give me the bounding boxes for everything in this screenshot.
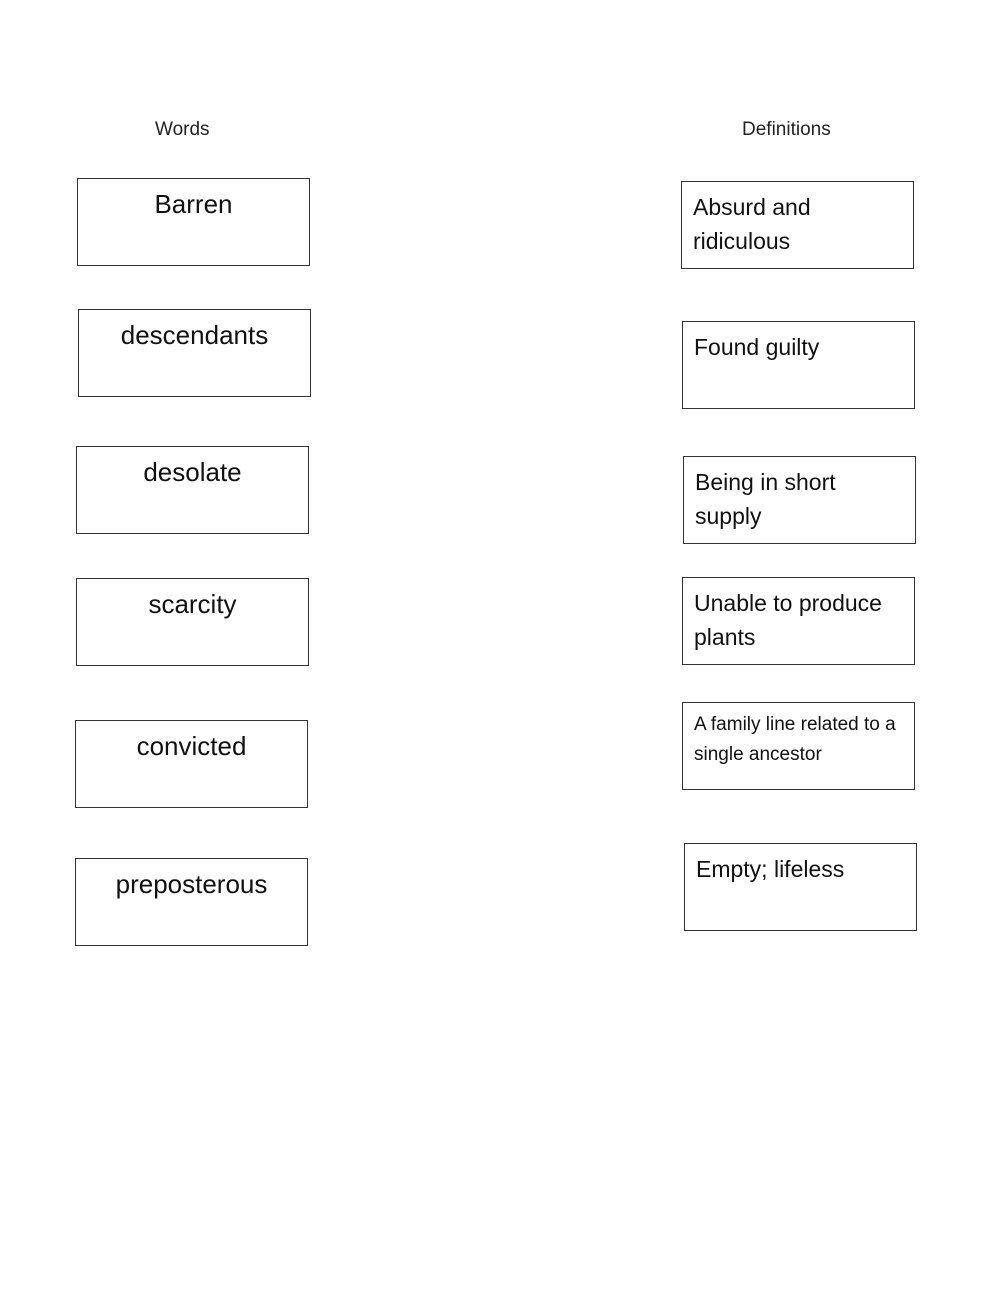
word-card-barren[interactable]: Barren	[77, 178, 310, 266]
definition-card-unable-produce[interactable]: Unable to produce plants	[682, 577, 915, 665]
word-card-scarcity[interactable]: scarcity	[76, 578, 309, 666]
word-card-convicted[interactable]: convicted	[75, 720, 308, 808]
definition-card-empty-lifeless[interactable]: Empty; lifeless	[684, 843, 917, 931]
definition-card-short-supply[interactable]: Being in short supply	[683, 456, 916, 544]
definition-card-family-line[interactable]: A family line related to a single ancestor	[682, 702, 915, 790]
definitions-heading: Definitions	[742, 119, 831, 140]
word-card-descendants[interactable]: descendants	[78, 309, 311, 397]
word-card-preposterous[interactable]: preposterous	[75, 858, 308, 946]
words-heading: Words	[155, 119, 210, 140]
definition-card-absurd[interactable]: Absurd and ridiculous	[681, 181, 914, 269]
definition-card-found-guilty[interactable]: Found guilty	[682, 321, 915, 409]
word-card-desolate[interactable]: desolate	[76, 446, 309, 534]
